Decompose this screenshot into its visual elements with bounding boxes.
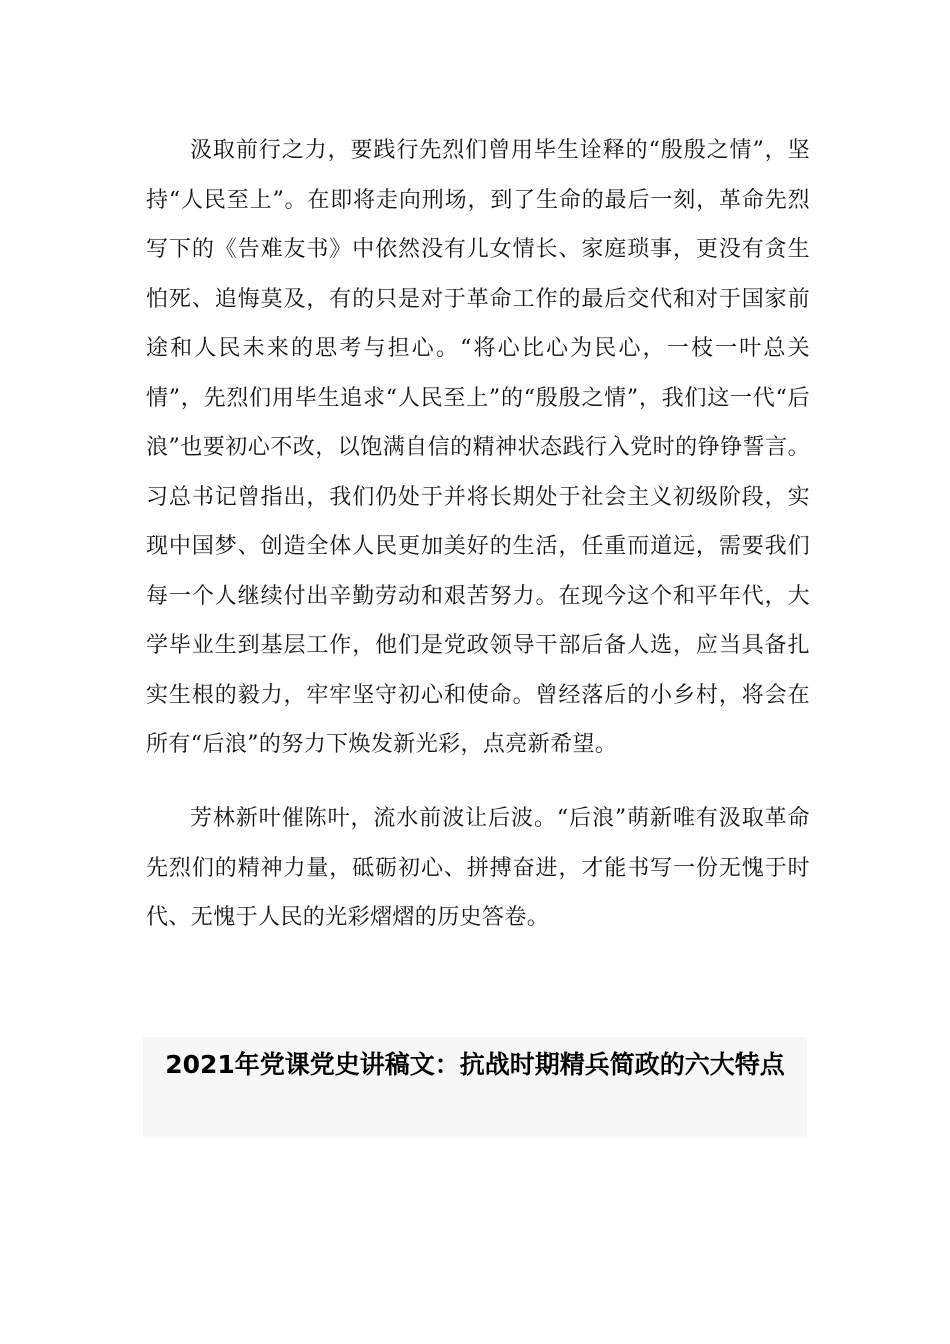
- body-paragraph: 芳林新叶催陈叶，流水前波让后波。“后浪”萌新唯有汲取革命先烈们的精神力量，砥砺初心、拼搏奋进，才能书写一份无愧于时代、无愧于人民的光彩熠熠的历史答卷。: [146, 806, 810, 930]
- section-heading-block: [143, 1037, 807, 1137]
- body-paragraph: 汲取前行之力，要践行先烈们曾用毕生诠释的“殷殷之情”，坚持“人民至上”。在即将走向刑场，到了生命的最后一刻，革命先烈写下的《告难友书》中依然没有儿女情长、家庭琐事，更没有贪生怕死、追悔莫及，有的只是对于革命工作的最后交代和对于国家前途和人民未来的思考与担心。“将心比心为民心，一枝一叶总关情”，先烈们用毕生追求“人民至上”的“殷殷之情”，我们这一代“后浪”也要初心不改，以饱满自信的精神状态践行入党时的铮铮誓言。习总书记曾指出，我们仍处于并将长期处于社会主义初级阶段，实现中国梦、创造全体人民更加美好的生活，任重而道远，需要我们每一个人继续付出辛勤劳动和艰苦努力。在现今这个和平年代，大学毕业生到基层工作，他们是党政领导干部后备人选，应当具备扎实生根的毅力，牢牢坚守初心和使命。曾经落后的小乡村，将会在所有“后浪”的努力下焕发新光彩，点亮新希望。: [146, 138, 810, 757]
- section-heading: 2021年党课党史讲稿文：抗战时期精兵简政的六大特点: [165, 1050, 785, 1079]
